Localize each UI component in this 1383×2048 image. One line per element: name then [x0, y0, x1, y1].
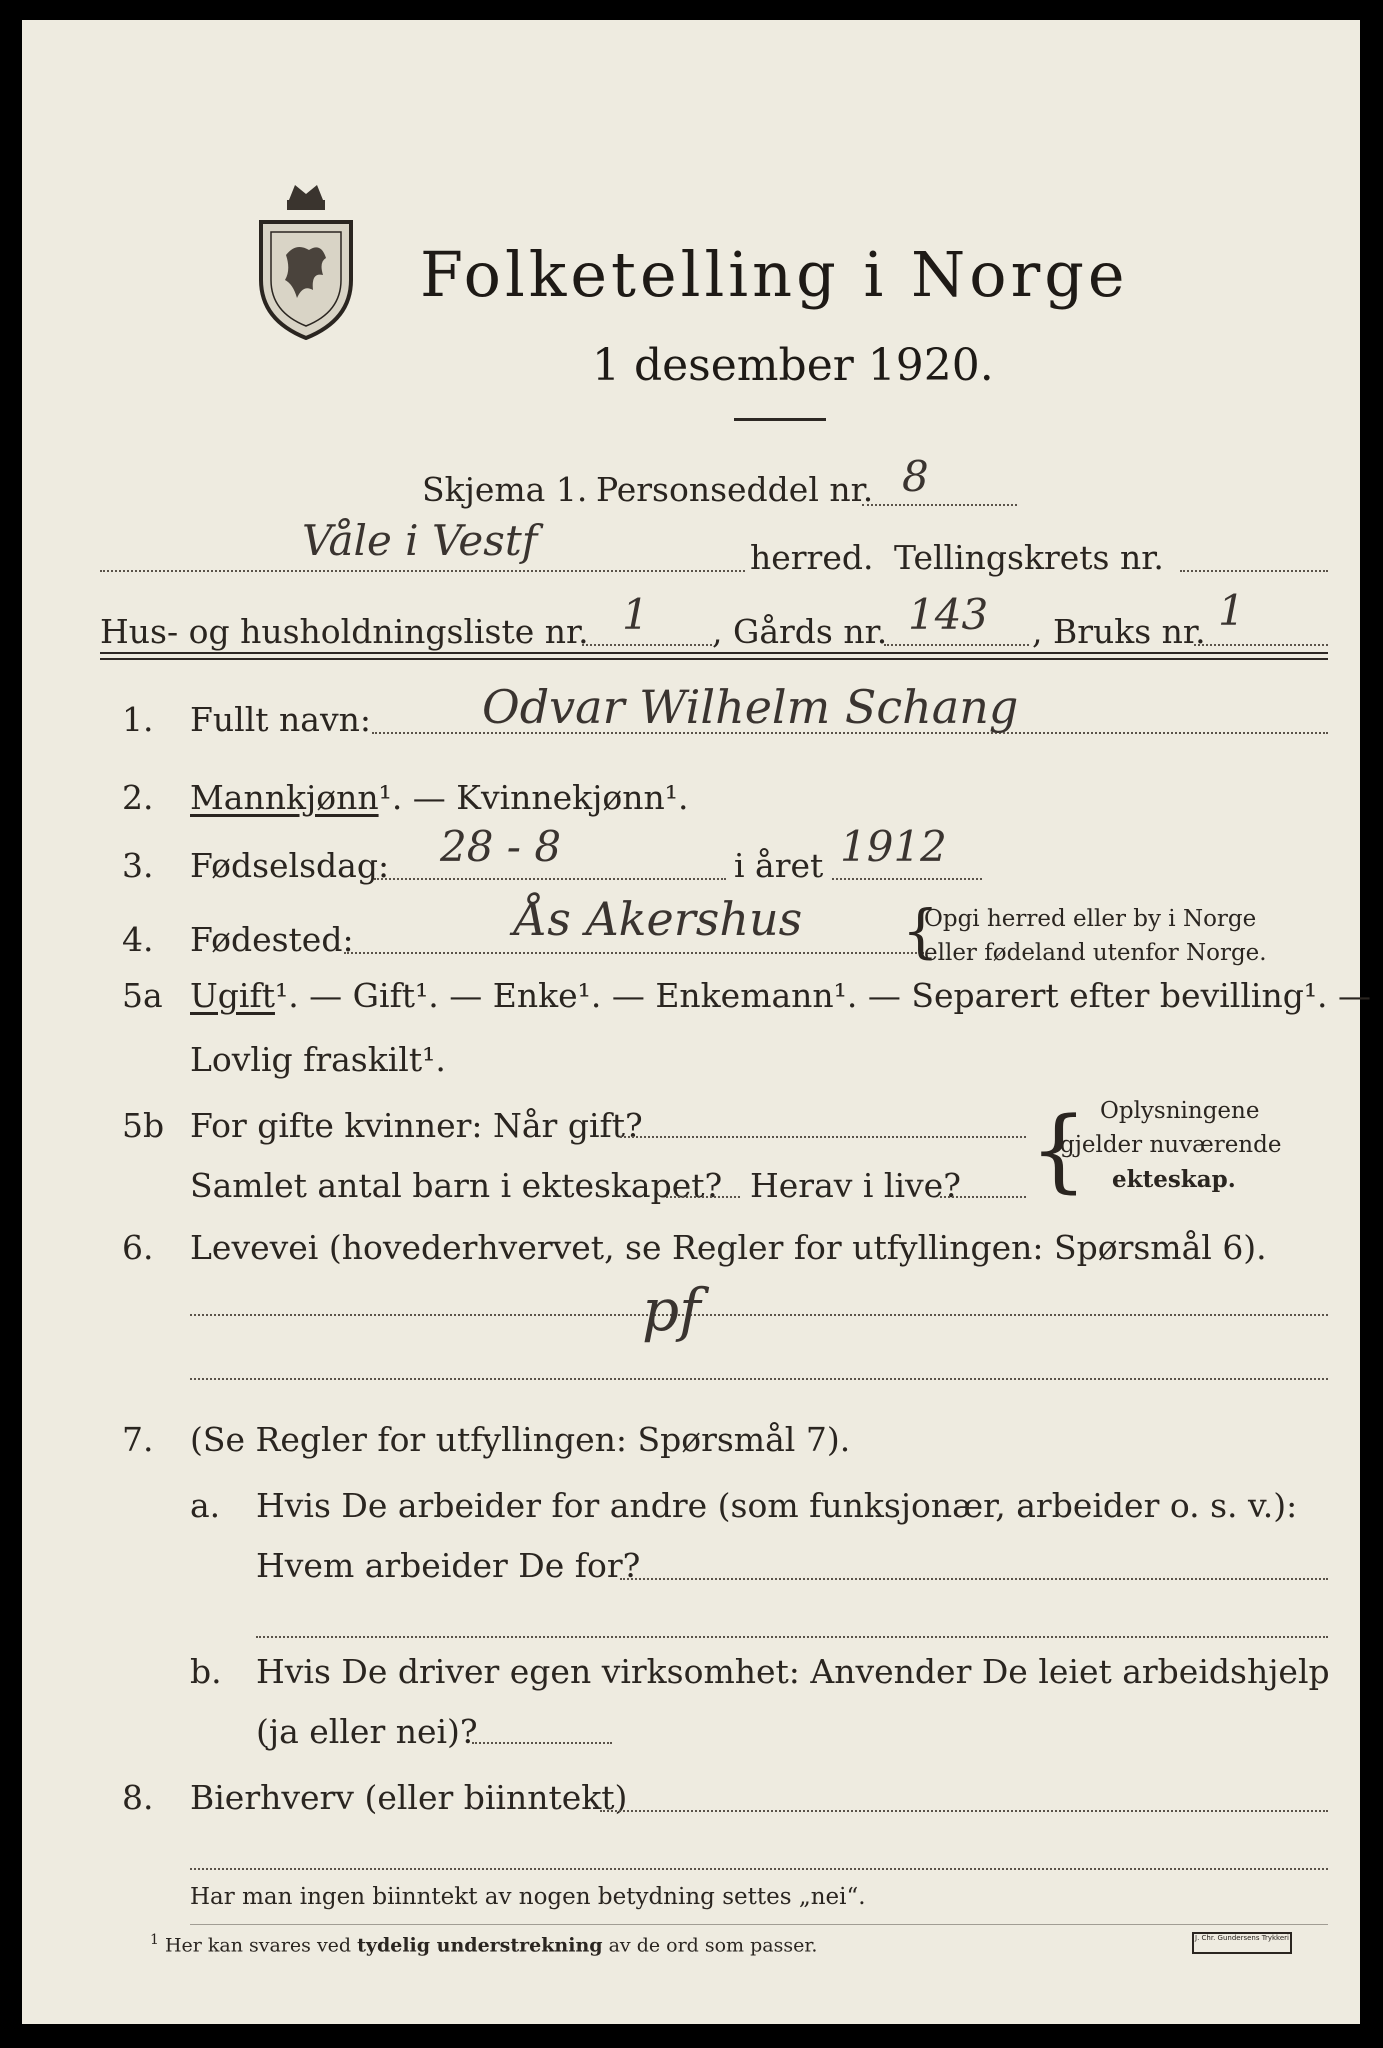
q3-label: Fødselsdag:	[190, 846, 390, 885]
q4-label: Fødested:	[190, 920, 354, 959]
q6-number: 6.	[122, 1228, 154, 1267]
herred-line	[100, 570, 745, 572]
q7-label: (Se Regler for utfyllingen: Spørsmål 7).	[190, 1420, 851, 1459]
household-value: 1	[622, 590, 649, 639]
personseddel-line	[862, 504, 1017, 506]
q3-year-value: 1912	[840, 822, 947, 871]
q1-value: Odvar Wilhelm Schang	[482, 680, 1019, 734]
footnote	[150, 1932, 817, 1956]
q6-value: pf	[642, 1276, 701, 1344]
q5a-rest: . — Gift¹. — Enke¹. — Enkemann¹. — Separert efter bevilling¹. —	[288, 976, 1372, 1015]
q3-year-label: i året	[734, 846, 824, 885]
q5a-options	[190, 976, 1371, 1015]
footnote-bold: tydelig understrekning	[357, 1934, 603, 1957]
herred-value: Våle i Vestf	[302, 516, 538, 565]
q5b-label-1: For gifte kvinner: Når gift?	[190, 1106, 643, 1145]
form-date: 1 desember 1920.	[592, 340, 994, 391]
q3-line	[374, 878, 726, 880]
q7a-label: Hvis De arbeider for andre (som funksjonær, arbeider o. s. v.):	[256, 1486, 1298, 1525]
gards-line	[884, 644, 1029, 646]
q2-end: .	[678, 778, 689, 817]
personseddel-label: Personseddel nr.	[596, 470, 874, 509]
header-double-rule	[100, 652, 1328, 654]
header-double-rule-2	[100, 658, 1328, 660]
q4-brace: {	[902, 897, 939, 965]
q8-label: Bierhverv (eller biinntekt)	[190, 1778, 628, 1817]
q8-number: 8.	[122, 1778, 154, 1817]
gards-value: 143	[908, 590, 989, 639]
q4-number: 4.	[122, 920, 154, 959]
census-form	[22, 20, 1372, 2024]
q7a-line-1	[620, 1578, 1328, 1580]
q3-value: 28 - 8	[440, 822, 562, 871]
q2-male: Mannkjønn	[190, 778, 379, 817]
coat-of-arms-icon	[251, 180, 361, 340]
q4-note-1: Opgi herred eller by i Norge	[924, 906, 1257, 932]
footnote-pre: Her kan svares ved	[164, 1934, 352, 1957]
bruks-value: 1	[1218, 586, 1245, 635]
q7b-number: b.	[190, 1652, 222, 1691]
q1-number: 1.	[122, 700, 154, 739]
q6-label: Levevei (hovederhvervet, se Regler for utfyllingen: Spørsmål 6).	[190, 1228, 1267, 1267]
q7a-number: a.	[190, 1486, 221, 1525]
herred-label: herred.	[750, 538, 874, 577]
q2-number: 2.	[122, 778, 154, 817]
q5a-line2: Lovlig fraskilt¹.	[190, 1040, 446, 1079]
q1-label: Fullt navn:	[190, 700, 371, 739]
q3-number: 3.	[122, 846, 154, 885]
q5b-line-3	[940, 1196, 1026, 1198]
q7b-label-2: (ja eller nei)?	[256, 1712, 478, 1751]
q5b-note-2	[1060, 1132, 1281, 1158]
q2-sep: . —	[391, 778, 457, 817]
q7b-label: Hvis De driver egen virksomhet: Anvender De leiet arbeidshjelp	[256, 1652, 1330, 1691]
q2-sup1: ¹	[378, 778, 392, 817]
q5b-note-3: ekteskap.	[1112, 1166, 1236, 1193]
household-label: Hus- og husholdningsliste nr.	[100, 612, 589, 651]
q5b-number: 5b	[122, 1106, 165, 1145]
q5b-line-1	[620, 1136, 1026, 1138]
footer-note: Har man ingen biinntekt av nogen betydning settes „nei“.	[190, 1884, 866, 1910]
bruks-line	[1194, 644, 1328, 646]
q8-line-2	[190, 1868, 1328, 1870]
q4-line	[344, 952, 924, 954]
title-divider	[734, 418, 826, 421]
q6-line-1	[190, 1314, 1328, 1316]
q6-line-2	[190, 1378, 1328, 1380]
footnote-post: av de ord som passer.	[608, 1934, 818, 1957]
q7-number: 7.	[122, 1420, 154, 1459]
q8-line-1	[600, 1810, 1328, 1812]
q5a-sup: ¹	[274, 976, 289, 1015]
q2-options	[190, 778, 689, 817]
q5b-brace: {	[1030, 1098, 1088, 1203]
form-title: Folketelling i Norge	[420, 238, 1129, 311]
footer-rule	[190, 1924, 1328, 1925]
q3-year-line	[832, 878, 982, 880]
q5b-note-1: Oplysningene	[1100, 1098, 1260, 1124]
gards-label: , Gårds nr.	[712, 612, 888, 651]
q2-sup2: ¹	[664, 778, 679, 817]
q5a-ugift: Ugift	[190, 976, 275, 1015]
schema-prefix: Skjema 1.	[422, 470, 588, 509]
bruks-label: , Bruks nr.	[1032, 612, 1206, 651]
footnote-mark: 1	[150, 1932, 159, 1948]
household-line	[582, 644, 712, 646]
q5b-label-2: Samlet antal barn i ekteskapet?	[190, 1166, 723, 1205]
q5b-line-2	[666, 1196, 740, 1198]
q5b-label-3: Herav i live?	[750, 1166, 961, 1205]
q7a-label-2: Hvem arbeider De for?	[256, 1546, 641, 1585]
personseddel-value: 8	[902, 452, 929, 501]
q2-female: Kvinnekjønn	[456, 778, 665, 817]
tellingskrets-label: Tellingskrets nr.	[894, 538, 1164, 577]
q5b-note-2-text: gjelder nuværende	[1060, 1132, 1282, 1158]
tellingskrets-line	[1180, 570, 1328, 572]
q4-value: Ås Akershus	[514, 892, 803, 946]
q7a-line-2	[256, 1636, 1328, 1638]
q5a-number: 5a	[122, 976, 163, 1015]
printer-stamp: J. Chr. Gundersens Trykkeri	[1192, 1932, 1292, 1954]
q7b-line	[472, 1742, 612, 1744]
q4-note-2: eller fødeland utenfor Norge.	[924, 940, 1267, 966]
